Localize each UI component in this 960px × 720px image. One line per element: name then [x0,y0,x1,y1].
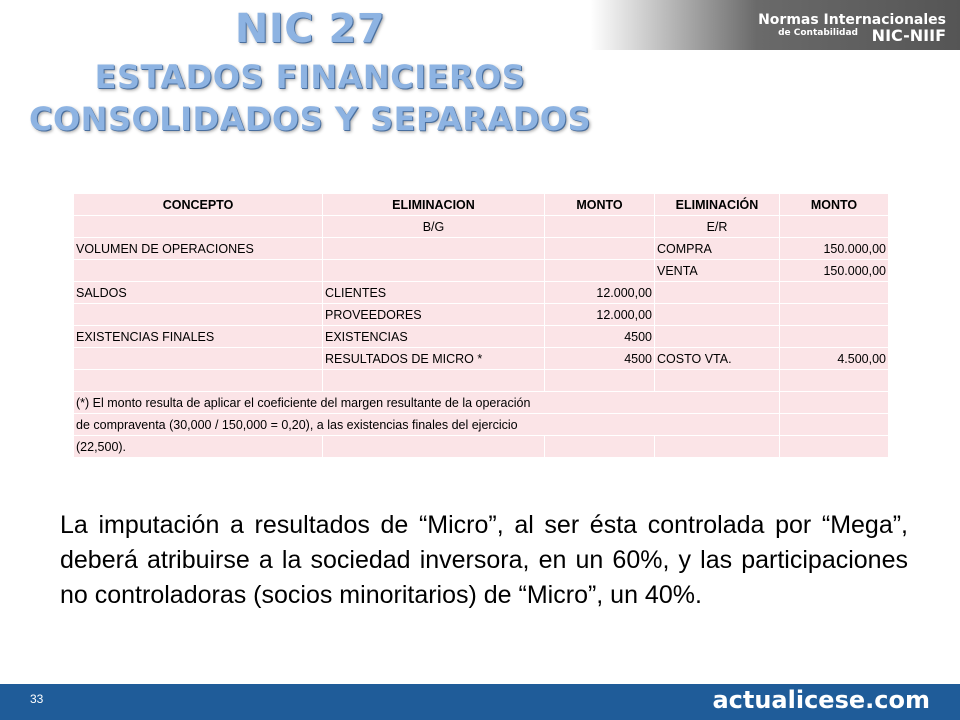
header-concepto: CONCEPTO [74,194,323,216]
header-monto-er: MONTO [780,194,889,216]
table-cell [323,436,545,458]
header-eliminacion-bg: ELIMINACION [323,194,545,216]
table-cell: SALDOS [74,282,323,304]
table-cell [74,216,323,238]
table-cell: COMPRA [655,238,780,260]
table-cell: COSTO VTA. [655,348,780,370]
table-cell [780,282,889,304]
table-cell: PROVEEDORES [323,304,545,326]
slide-subtitle-line2: CONSOLIDADOS Y SEPARADOS [28,100,591,138]
footnote-line2: de compraventa (30,000 / 150,000 = 0,20), a las existencias finales del ejercicio [74,414,780,436]
body-paragraph: La imputación a resultados de “Micro”, al ser ésta controlada por “Mega”, deberá atribuirse a la sociedad inversora, en un 60%, y las participaciones no controladoras (socios minoritarios) de “Micro”, un 40%. [60,511,908,609]
table-cell [323,238,545,260]
table-cell [655,326,780,348]
brand-logo: actualicese.com [712,686,930,714]
table-cell: 150.000,00 [780,238,889,260]
slide-subtitle-line1: ESTADOS FINANCIEROS [94,58,526,96]
table-cell [780,436,889,458]
table-cell [655,282,780,304]
table-cell [74,370,323,392]
table-cell [780,370,889,392]
footnote-line3: (22,500). [74,436,323,458]
page-number: 33 [30,692,44,706]
table-cell: 4500 [545,348,655,370]
badge-line3: NIC-NIIF [871,26,946,45]
table-cell: CLIENTES [323,282,545,304]
badge-line1: Normas Internacionales [758,12,946,28]
table-row [74,348,889,370]
table-cell: 12.000,00 [545,282,655,304]
table-row [74,260,889,282]
table-cell [323,260,545,282]
table-row [74,238,889,260]
table-row [74,282,889,304]
table-note-row [74,414,889,436]
table-cell [323,370,545,392]
table-cell: RESULTADOS DE MICRO * [323,348,545,370]
table-cell [74,348,323,370]
table-cell: VENTA [655,260,780,282]
table-note-row [74,436,889,458]
table-header-row [74,194,889,216]
table-cell: EXISTENCIAS FINALES [74,326,323,348]
badge-line2: de Contabilidad [778,28,858,38]
table-cell [780,216,889,238]
table-row [74,304,889,326]
nic-niif-badge [590,0,960,50]
header-monto-bg: MONTO [545,194,655,216]
table-row [74,216,889,238]
table-cell [74,304,323,326]
table-cell [74,260,323,282]
table-cell [780,414,889,436]
header-eliminacion-er: ELIMINACIÓN [655,194,780,216]
table-cell [780,304,889,326]
table-cell [655,436,780,458]
table-cell [545,370,655,392]
table-cell: 150.000,00 [780,260,889,282]
table-cell: 4500 [545,326,655,348]
table-cell [545,216,655,238]
table-cell [780,392,889,414]
table-row [74,370,889,392]
table-cell [545,436,655,458]
table-cell [655,370,780,392]
footnote-line1: (*) El monto resulta de aplicar el coeficiente del margen resultante de la operación [74,392,780,414]
table-cell: EXISTENCIAS [323,326,545,348]
slide-title: NIC 27 [234,6,386,52]
table-cell [545,238,655,260]
table-note-row [74,392,889,414]
table-cell: E/R [655,216,780,238]
table-cell: 12.000,00 [545,304,655,326]
table-cell [655,304,780,326]
table-cell [545,260,655,282]
table-cell [780,326,889,348]
table-cell: 4.500,00 [780,348,889,370]
eliminations-table [73,193,889,458]
table-cell: B/G [323,216,545,238]
table-cell: VOLUMEN DE OPERACIONES [74,238,323,260]
footer-bar [0,684,960,720]
table-row [74,326,889,348]
